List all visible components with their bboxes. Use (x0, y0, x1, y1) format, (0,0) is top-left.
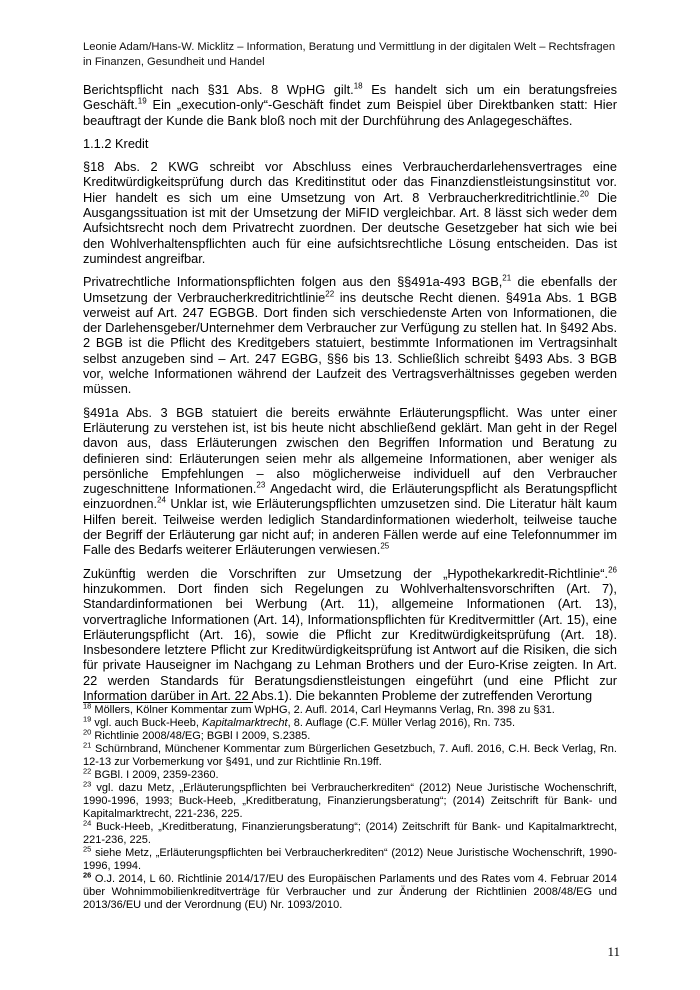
footnote-separator (83, 702, 253, 703)
footnote: $^{25}$ siehe Metz, „Erläuterungspflichten bei Verbraucherkrediten“ (2012) Neue Juristische Wochenschrift, 1990-1996, 1994. (83, 844, 617, 872)
footnote-ref[interactable]: 22 (325, 289, 335, 299)
paragraph-2: §18 Abs. 2 KWG schreibt vor Abschluss eines Verbraucherdarlehensvertrages eine Kreditwürdigkeitsprüfung durch das Kreditinstitut oder das Finanzdienstleistungsinstitut vor. Hier handelt es sich um eine Umsetzung von Art. 8 Verbraucherkreditrichtlinie.$^{20}$ Die Ausgangssituation ist mit der Umsetzung der MiFID vergleichbar. Art. 8 lässt sich weder dem Aufsichtsrecht noch dem Privatrecht zuordnen. Der deutsche Gesetzgeber hat sich wie bei den Wohlverhaltenspflichten auch für eine aufsichtsrechtliche Lösung entscheiden. Das ist zumindest angreifbar. (83, 159, 617, 266)
footnote-number: 24 (83, 818, 92, 828)
footnote-number: 22 (83, 766, 92, 776)
footnote-number: 21 (83, 740, 92, 750)
paragraph-1: Berichtspflicht nach §31 Abs. 8 WpHG gilt.$^{18}$ Es handelt sich um ein beratungsfreies Geschäft.$^{19}$ Ein „execution-only“-Geschäft findet zum Beispiel über Direktbanken statt: Hier beauftragt der Kunde die Bank bloß noch mit der Durchführung des Anlagegeschäftes. (83, 81, 617, 128)
footnote-ref[interactable]: 24 (157, 496, 166, 506)
footnote-ref[interactable]: 21 (502, 274, 512, 283)
footnote-ref[interactable]: 26 (608, 565, 617, 575)
paragraph-4: §491a Abs. 3 BGB statuiert die bereits erwähnte Erläuterungspflicht. Was unter einer Erläuterung zu verstehen ist, ist bis heute nicht abschließend geklärt. Man geht in der Regel davon aus, dass Erläuterungen zwischen den Begriffen Information und Beratung zu definieren sind: Erläuterungen seien mehr als allgemeine Informationen, aber weniger als persönliche Empfehlungen – also möglicherweise individuell auf den Verbraucher zugeschnittene Informationen.$^{23}$ Angedacht wird, die Erläuterungspflicht als Beratungspflicht einzuordnen.$^{24}$ Unklar ist, wie Erläuterungspflichten umzusetzen sind. Die Literatur hält kaum Hilfen bereit. Teilweise werden lediglich Standardinformationen wiederholt, teilweise tauche der Begriff der Erläuterung gar nicht auf; in anderen Fällen werde auf eine Telefonnummer im Falle des Bedarfs weiterer Erläuterungen verwiesen.$^{25}$ (83, 404, 617, 558)
footnote: $^{21}$ Schürnbrand, Münchener Kommentar zum Bürgerlichen Gesetzbuch, 7. Aufl. 2016, C.H. Beck Verlag, Rn. 12-13 zur Vorbemerkung vor §491, und zur Richtlinie Rn.19ff. (83, 740, 617, 768)
footnote-number: 26 (83, 870, 92, 880)
footnote: $^{22}$ BGBl. I 2009, 2359-2360. (83, 766, 219, 781)
body-text (83, 82, 617, 711)
footnote-number: 20 (83, 727, 92, 737)
footnote-number: 23 (83, 779, 92, 789)
footnote-ref[interactable]: 20 (579, 189, 589, 199)
footnote-ref[interactable]: 23 (256, 480, 266, 490)
footnote: $^{23}$ vgl. dazu Metz, „Erläuterungspflichten bei Verbraucherkrediten“ (2012) Neue Juristische Wochenschrift, 1990-1996, 1993; Buck-Heeb, „Kreditberatung, Finanzierungsberatung“; (2014) Zeitschrift für Bank- und Kapitalmarktrecht, 221-236, 225. (83, 779, 617, 820)
footnote-ref[interactable]: 25 (380, 542, 390, 552)
footnote-ref[interactable]: 19 (137, 97, 147, 107)
running-header: Leonie Adam/Hans-W. Micklitz – Information, Beratung und Vermittlung in der digitalen Welt – Rechtsfragen in Finanzen, Gesundheit und Handel (83, 41, 616, 68)
paragraph-3: Privatrechtliche Informationspflichten folgen aus den §§491a-493 BGB,$^{21}$ die ebenfalls der Umsetzung der Verbraucherkreditrichtlinie$^{22}$ ins deutsche Recht dienen. §491a Abs. 1 BGB verweist auf Art. 247 EGBGB. Dort finden sich verschiedenste Arten von Informationen, die der Darlehensgeber/Unternehmer dem Verbraucher zur Verfügung zu stellen hat. In §492 Abs. 2 BGB ist die Pflicht des Kreditgebers statuiert, bestimmte Informationen im Vertragsinhalt selbst anzugeben sind – Art. 247 EGBG, §§6 bis 13. Schließlich schreibt §493 Abs. 3 BGB vor, welche Informationen während der Laufzeit des Vertragsverhältnisses gegeben werden müssen. (83, 274, 617, 397)
page-number: 11 (607, 944, 620, 959)
footnote-number: 19 (83, 714, 92, 724)
footnote-ref[interactable]: 18 (353, 81, 363, 91)
footnote: $^{26}$ O.J. 2014, L 60. Richtlinie 2014/17/EU des Europäischen Parlaments und des Rates vom 4. Februar 2014 über Wohnimmobilienkreditverträge für Verbraucher und zur Änderung der Richtlinien 2008/48/EG und 2013/36/EU und der Verordnung (EU) Nr. 1093/2010. (83, 870, 617, 911)
footnote: $^{19}$ vgl. auch Buck-Heeb, Kapitalmarktrecht, 8. Auflage (C.F. Müller Verlag 2016), Rn. 735. (83, 714, 516, 729)
footnote-number: 25 (83, 844, 92, 854)
section-heading: 1.1.2 Kredit (83, 135, 149, 151)
paragraph-5: Zukünftig werden die Vorschriften zur Umsetzung der „Hypothekarkredit-Richtlinie“.$^{26}$ hinzukommen. Dort finden sich Regelungen zu Wohlverhaltensvorschriften (Art. 7), Standardinformationen bei Werbung (Art. 11), allgemeine Informationen (Art. 13), vorvertragliche Informationen (Art. 14), Informationspflichten für Kreditvermittler (Art. 15), eine Erläuterungspflicht (Art. 16), sowie die Pflicht zur Kreditwürdigkeitsprüfung (Art. 18). Insbesondere letztere Pflicht zur Kreditwürdigkeitsprüfung ist Antwort auf die Risiken, die sich für private Hauseigner im Nachgang zu Lehman Brothers und der Euro-Krise zeigten. In Art. 22 werden Standards für Beratungsdienstleistungen eingeführt (und eine Pflicht zur Information darüber in Art. 22 Abs.1). Die bekannten Probleme der zutreffenden Verortung (83, 565, 617, 703)
footnote-number: 18 (83, 701, 92, 711)
footnote: $^{24}$ Buck-Heeb, „Kreditberatung, Finanzierungsberatung“; (2014) Zeitschrift für Bank- und Kapitalmarktrecht, 221-236, 225. (83, 818, 617, 846)
footnotes (83, 701, 617, 912)
footnote: $^{20}$ Richtlinie 2008/48/EG; BGBl I 2009, S.2385. (83, 727, 311, 742)
footnote: $^{18}$ Möllers, Kölner Kommentar zum WpHG, 2. Aufl. 2014, Carl Heymanns Verlag, Rn. 398 zu §31. (83, 701, 555, 716)
